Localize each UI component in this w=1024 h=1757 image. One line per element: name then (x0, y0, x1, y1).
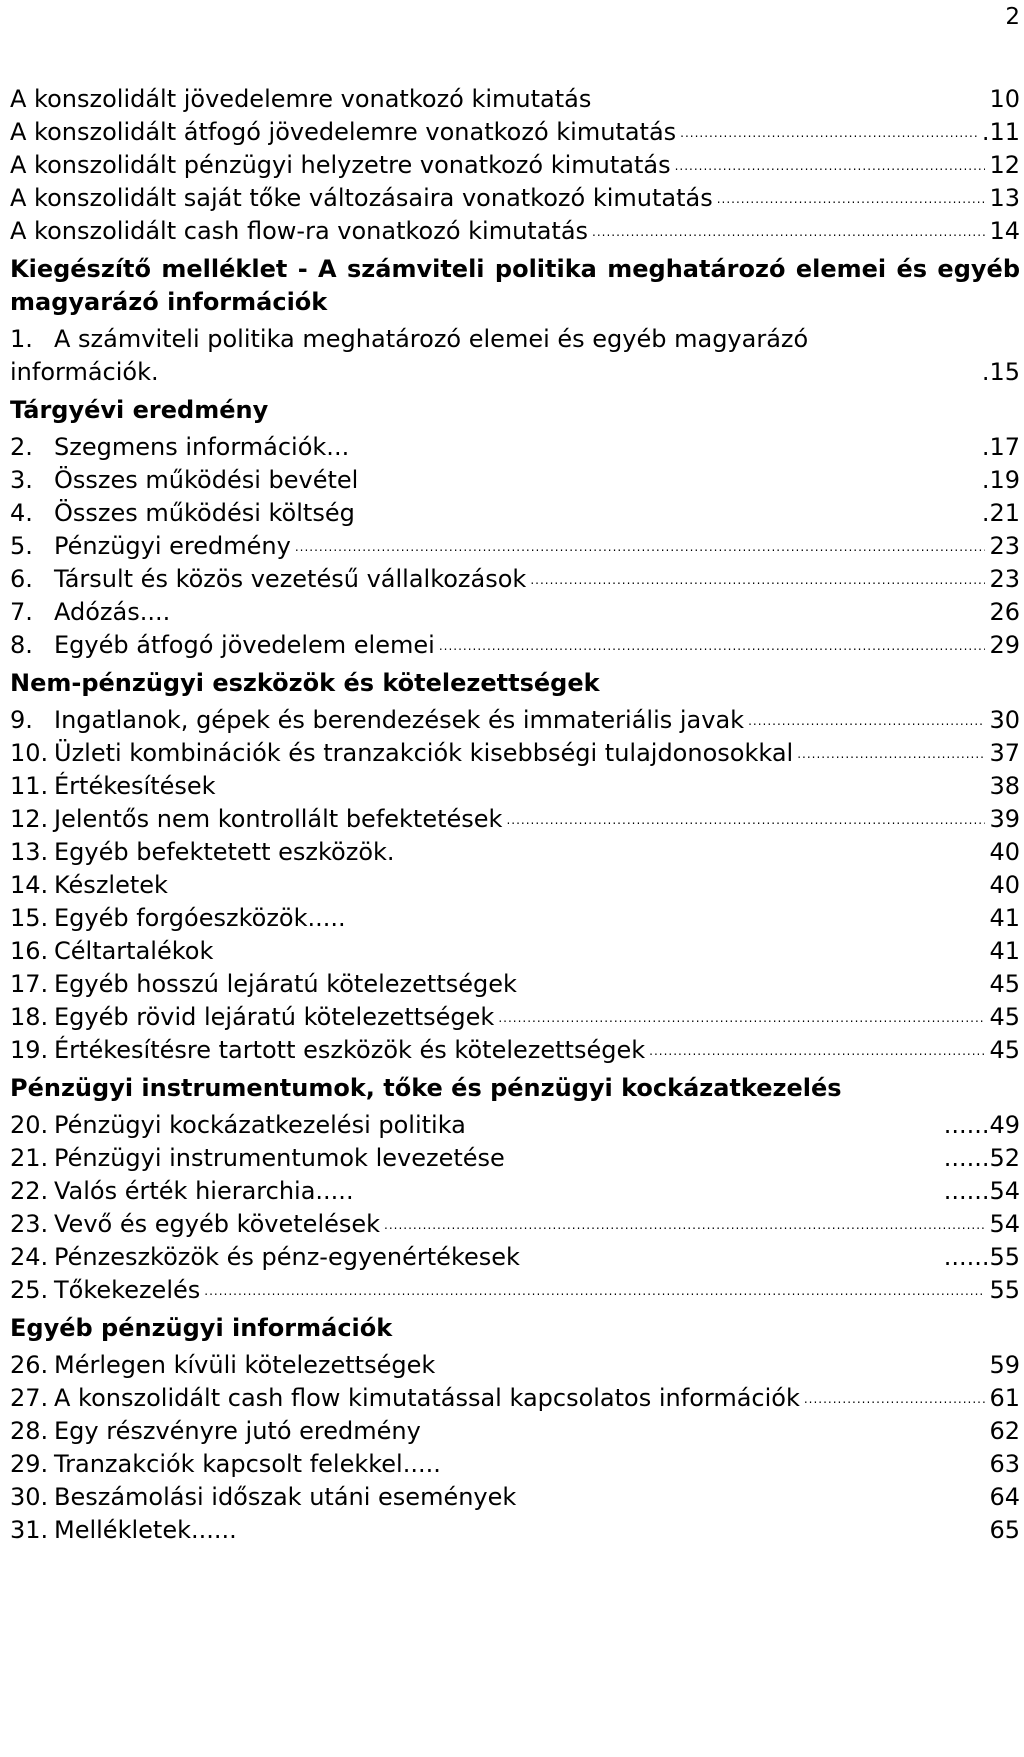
toc-item-page: 64 (989, 1483, 1020, 1511)
toc-item (10, 563, 1020, 596)
toc-item (10, 149, 1020, 182)
toc-item-number: 26. (10, 1351, 49, 1379)
toc-item-number: 27. (10, 1384, 49, 1412)
toc-item-page: ......55 (943, 1243, 1020, 1271)
toc-item-text: Pénzeszközök és pénz-egyenértékesek (54, 1243, 520, 1271)
toc-item-page: 23 (989, 532, 1020, 560)
toc-item-text: Egyéb hosszú lejáratú kötelezettségek (54, 970, 517, 998)
toc-item (10, 182, 1020, 215)
toc-item-page: 29 (989, 631, 1020, 659)
toc-item-page: .11 (981, 118, 1020, 146)
toc-item (10, 1382, 1020, 1415)
toc-item (10, 1415, 1020, 1448)
toc-item-number: 1. (10, 325, 33, 353)
toc-item-number: 29. (10, 1450, 49, 1478)
toc-item-page: 45 (989, 970, 1020, 998)
leader-dots (717, 179, 986, 216)
toc-item-text: Pénzügyi kockázatkezelési politika (54, 1111, 466, 1139)
leader-dots (506, 800, 985, 837)
leader-dots (204, 1271, 985, 1308)
toc-item-page: 59 (989, 1351, 1020, 1379)
leader-dots (384, 1205, 985, 1242)
toc-item-text: Értékesítések (54, 772, 216, 800)
toc-item-number: 18. (10, 1003, 49, 1031)
toc-item (10, 1241, 1020, 1274)
toc-item-text: Valós érték hierarchia..... (54, 1177, 354, 1205)
toc-item-number: 11. (10, 772, 49, 800)
toc-item-text: Társult és közös vezetésű vállalkozások (54, 565, 527, 593)
toc-item (10, 83, 1020, 116)
toc-item (10, 1142, 1020, 1175)
toc-item (10, 803, 1020, 836)
toc-item-text: Pénzügyi instrumentumok levezetése (54, 1144, 505, 1172)
leader-dots (804, 1379, 986, 1416)
toc-item-text: A konszolidált cash flow-ra vonatkozó kimutatás (10, 217, 589, 245)
toc-item-page: 41 (989, 937, 1020, 965)
toc-item (10, 1274, 1020, 1307)
section-heading: Tárgyévi eredmény (10, 396, 269, 424)
leader-dots (439, 626, 986, 663)
toc-item-page: .21 (981, 499, 1020, 527)
toc-item-text: Értékesítésre tartott eszközök és kötelezettségek (54, 1036, 646, 1064)
toc-item-page: .17 (981, 433, 1020, 461)
leader-dots (748, 701, 985, 738)
toc-item (10, 530, 1020, 563)
section-heading: Egyéb pénzügyi információk (10, 1314, 393, 1342)
sections (10, 394, 1020, 1547)
leader-dots (649, 1031, 985, 1068)
section-heading: Pénzügyi instrumentumok, tőke és pénzügyi kockázatkezelés (10, 1074, 842, 1102)
toc-item-number: 8. (10, 631, 33, 659)
toc-item-text: Egy részvényre jutó eredmény (54, 1417, 421, 1445)
toc-item-page: 13 (989, 184, 1020, 212)
toc-item-number: 9. (10, 706, 33, 734)
toc-item-page: 37 (989, 739, 1020, 767)
toc-item-page: 40 (989, 838, 1020, 866)
toc-item-text: Adózás.... (54, 598, 171, 626)
toc-item-text: Mellékletek...... (54, 1516, 237, 1544)
leader-dots (295, 527, 986, 564)
leader-dots (498, 998, 985, 1035)
toc-item-text: Egyéb átfogó jövedelem elemei (54, 631, 435, 659)
toc-item-text: Egyéb forgóeszközök..... (54, 904, 346, 932)
table-of-contents (10, 83, 1020, 1547)
toc-item-text: A konszolidált cash flow kimutatással kapcsolatos információk (54, 1384, 800, 1412)
toc-item-page: 61 (989, 1384, 1020, 1412)
toc-item (10, 1448, 1020, 1481)
leader-dots (592, 212, 985, 249)
toc-item-text: A konszolidált jövedelemre vonatkozó kimutatás (10, 85, 592, 113)
toc-item-page: 26 (989, 598, 1020, 626)
leader-dots (680, 113, 978, 150)
leader-dots (530, 560, 985, 597)
toc-item-page: 65 (989, 1516, 1020, 1544)
toc-item-number: 20. (10, 1111, 49, 1139)
toc-item-page: 40 (989, 871, 1020, 899)
section-heading: Nem-pénzügyi eszközök és kötelezettségek (10, 669, 600, 697)
toc-item (10, 902, 1020, 935)
toc-item (10, 1514, 1020, 1547)
toc-item-text: Beszámolási időszak utáni események (54, 1483, 517, 1511)
toc-item-number: 30. (10, 1483, 49, 1511)
toc-item-number: 6. (10, 565, 33, 593)
toc-item (10, 737, 1020, 770)
toc-item-page: 10 (989, 85, 1020, 113)
toc-item-text: A konszolidált átfogó jövedelemre vonatkozó kimutatás (10, 118, 677, 146)
toc-item (10, 869, 1020, 902)
toc-item-number: 31. (10, 1516, 49, 1544)
toc-item-text: Készletek (54, 871, 168, 899)
toc-item (10, 1109, 1020, 1142)
toc-item-number: 13. (10, 838, 49, 866)
toc-item (10, 704, 1020, 737)
toc-item-text: A konszolidált pénzügyi helyzetre vonatkozó kimutatás (10, 151, 671, 179)
toc-item-number: 3. (10, 466, 33, 494)
toc-item (10, 116, 1020, 149)
toc-item (10, 1001, 1020, 1034)
toc-item-1 (10, 323, 1020, 389)
toc-item-text: Tranzakciók kapcsolt felekkel..... (54, 1450, 441, 1478)
toc-item (10, 596, 1020, 629)
toc-item-text: Egyéb befektetett eszközök. (54, 838, 395, 866)
toc-item (10, 968, 1020, 1001)
toc-item-number: 14. (10, 871, 49, 899)
toc-item-page: 30 (989, 706, 1020, 734)
toc-item (10, 497, 1020, 530)
page-number: 2 (1005, 4, 1020, 30)
toc-item-number: 28. (10, 1417, 49, 1445)
toc-item-page: ......49 (943, 1111, 1020, 1139)
toc-item (10, 1349, 1020, 1382)
toc-item-text: Vevő és egyéb követelések (54, 1210, 381, 1238)
toc-item-number: 17. (10, 970, 49, 998)
toc-item-page: .19 (981, 466, 1020, 494)
toc-item-text: Mérlegen kívüli kötelezettségek (54, 1351, 436, 1379)
toc-item-page: 38 (989, 772, 1020, 800)
toc-item (10, 1175, 1020, 1208)
toc-item-text: Összes működési bevétel (54, 466, 359, 494)
toc-item-text: Pénzügyi eredmény (54, 532, 291, 560)
toc-item-text: Ingatlanok, gépek és berendezések és immateriális javak (54, 706, 745, 734)
toc-item-number: 22. (10, 1177, 49, 1205)
leader-dots (675, 146, 986, 183)
toc-item (10, 629, 1020, 662)
toc-item-page: 12 (989, 151, 1020, 179)
toc-item (10, 1034, 1020, 1067)
toc-item-number: 2. (10, 433, 33, 461)
toc-item (10, 464, 1020, 497)
toc-item-page: 54 (989, 1210, 1020, 1238)
toc-item-text: Jelentős nem kontrollált befektetések (54, 805, 503, 833)
supplement-heading: Kiegészítő melléklet - A számviteli politika meghatározó elemei és egyéb magyarázó információk (10, 255, 1020, 316)
toc-item-text: Tőkekezelés (54, 1276, 201, 1304)
toc-item-text: Egyéb rövid lejáratú kötelezettségek (54, 1003, 495, 1031)
toc-item-number: 7. (10, 598, 33, 626)
toc-item (10, 215, 1020, 248)
toc-item-page: ......54 (943, 1177, 1020, 1205)
summary-list (10, 83, 1020, 248)
toc-item-text: Üzleti kombinációk és tranzakciók kisebbségi tulajdonosokkal (54, 739, 794, 767)
toc-item (10, 1208, 1020, 1241)
toc-item-text: Céltartalékok (54, 937, 214, 965)
toc-item-page: 23 (989, 565, 1020, 593)
toc-item (10, 431, 1020, 464)
toc-item-page: .15 (981, 358, 1020, 386)
toc-item-text-continued: információk. (10, 358, 159, 386)
leader-dots (797, 734, 985, 771)
toc-item-number: 4. (10, 499, 33, 527)
toc-item-page: ......52 (943, 1144, 1020, 1172)
toc-item-number: 5. (10, 532, 33, 560)
toc-item-text: Összes működési költség (54, 499, 355, 527)
toc-item (10, 836, 1020, 869)
toc-item-number: 25. (10, 1276, 49, 1304)
toc-item-number: 10. (10, 739, 49, 767)
toc-item-page: 62 (989, 1417, 1020, 1445)
toc-item-page: 45 (989, 1036, 1020, 1064)
toc-item-number: 16. (10, 937, 49, 965)
toc-item-text: A konszolidált saját tőke változásaira vonatkozó kimutatás (10, 184, 713, 212)
toc-item-page: 14 (989, 217, 1020, 245)
toc-item-number: 15. (10, 904, 49, 932)
toc-item-page: 45 (989, 1003, 1020, 1031)
toc-item (10, 770, 1020, 803)
toc-item-number: 23. (10, 1210, 49, 1238)
toc-item-page: 63 (989, 1450, 1020, 1478)
toc-item-number: 19. (10, 1036, 49, 1064)
toc-item-text: Szegmens információk... (54, 433, 350, 461)
toc-item-page: 41 (989, 904, 1020, 932)
toc-item-number: 21. (10, 1144, 49, 1172)
toc-item (10, 1481, 1020, 1514)
toc-item (10, 935, 1020, 968)
toc-item-page: 39 (989, 805, 1020, 833)
toc-item-text: A számviteli politika meghatározó elemei és egyéb magyarázó (54, 325, 809, 353)
toc-item-number: 24. (10, 1243, 49, 1271)
toc-item-number: 12. (10, 805, 49, 833)
toc-item-page: 55 (989, 1276, 1020, 1304)
